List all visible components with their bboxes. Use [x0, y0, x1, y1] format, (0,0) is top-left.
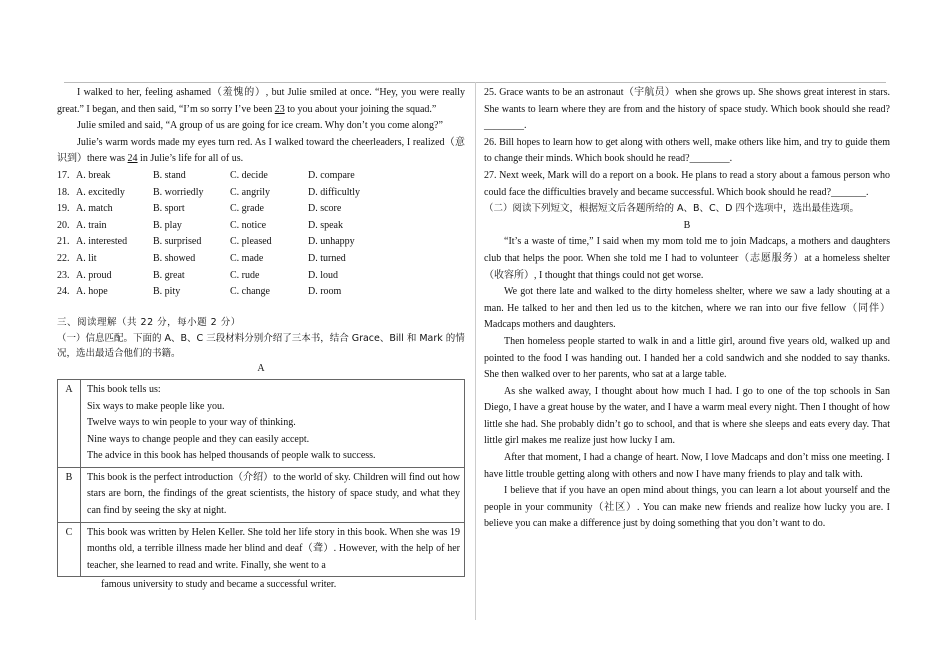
blank-23: 23 — [274, 103, 285, 115]
sub-instruction: （一）信息匹配。下面的 A、B、C 三段材料分别介绍了三本书，结合 Grace、Bill 和 Mark 的情况，选出最适合他们的书籍。 — [57, 333, 465, 360]
column-divider — [475, 82, 476, 620]
answer-blank: _______ — [831, 186, 867, 198]
part-label: B — [683, 219, 691, 231]
options-list — [57, 168, 465, 301]
passage-paragraph: I believe that if you have an open mind about things, you can learn a lot about yourself and the people in your community（社区）. You can make new friends and realize how lucky you are. I believe you can make a difference just by doing something that you don’t want to do. — [484, 485, 890, 530]
book-label: A — [58, 379, 81, 467]
question-26: 26. Bill hopes to learn how to get along with others well, make others like him, and try to guide them to change their minds. Which book should he read?________. — [484, 136, 890, 165]
book-description: This book tells us: Six ways to make people like you. Twelve ways to win people to your way of thinking. Nine ways to change people and they can easily accept. The advice in this book has helped thousands of people walk to success. — [81, 379, 465, 467]
passage-paragraph: Julie smiled and said, “A group of us are going for ice cream. Why don’t you come along?” — [77, 120, 443, 132]
passage-paragraph: “It’s a waste of time,” I said when my mom told me to join Madcaps, a mothers and daughters club that helps the poor. When she told me I had to volunteer（志愿服务）at a homeless shelter（收容所）, I thought that things could not get worse. — [484, 236, 890, 281]
book-description-continued: famous university to study and became a successful writer. — [101, 579, 337, 591]
right-column — [484, 85, 890, 533]
books-table — [57, 379, 465, 578]
option-row: 22. A. lit B. showed C. made D. turned — [57, 252, 346, 264]
passage-paragraph: I walked to her, feeling ashamed（羞愧的）, but Julie smiled at once. “Hey, you were really great.” I began, and then said, “I’m so sorry I’ve been 23 to you about your joining the squad.” — [57, 87, 465, 115]
question-25: 25. Grace wants to be an astronaut（宇航员）when she grows up. She shows great interest in stars. She wants to learn where they are from and the history of space study. Which book should she read?________. — [484, 87, 890, 132]
section-title: 三、阅读理解（共 22 分，每小题 2 分） — [57, 316, 241, 328]
book-description: This book was written by Helen Keller. She told her life story in this book. When she was 19 months old, a terrible illness made her blind and deaf（聋）. However, with the help of her teacher, she learned to read and write. Finally, she went to a — [81, 522, 465, 577]
sub-instruction: （二）阅读下列短文，根据短文后各题所给的 A、B、C、D 四个选项中，选出最佳选项。 — [484, 203, 860, 215]
option-row: 23. A. proud B. great C. rude D. loud — [57, 269, 338, 281]
option-row: 24. A. hope B. pity C. change D. room — [57, 286, 342, 298]
passage-paragraph: Julie’s warm words made my eyes turn red. As I walked toward the cheerleaders, I realized（意识到）there was 24 in Julie’s life for all of us. — [57, 136, 465, 165]
passage-paragraph: We got there late and walked to the dirty homeless shelter, where we saw a lady shouting at a man. He talked to her and then led us to the kitchen, where we ran into our five fellow（同伴）Madcaps mothers and daughters. — [484, 286, 890, 331]
left-column — [57, 85, 465, 594]
passage-paragraph: After that moment, I had a change of heart. Now, I love Madcaps and don’t miss one meeting. I have little trouble getting along with others and now I have many friends to play and talk with. — [484, 452, 890, 480]
book-label: B — [58, 467, 81, 522]
option-row: 20. A. train B. play C. notice D. speak — [57, 219, 343, 231]
blank-24: 24 — [127, 153, 138, 165]
passage-paragraph: Then homeless people started to walk in and a little girl, around five years old, walked up and pointed to the food I was handing out. I handed her a cold sandwich and she nodded to say thanks. She then walked over to her parents, who sat at a large table. — [484, 335, 890, 381]
table-row — [58, 379, 465, 467]
table-row — [58, 522, 465, 577]
option-row: 19. A. match B. sport C. grade D. score — [57, 203, 342, 215]
answer-blank: ________ — [689, 153, 730, 165]
part-label: A — [257, 363, 265, 375]
answer-blank: ________ — [484, 120, 524, 132]
option-row: 18. A. excitedly B. worriedly C. angrily D. difficultly — [57, 186, 361, 198]
question-27: 27. Next week, Mark will do a report on a book. He plans to read a story about a famous person who could face the difficulties bravely and became successful. Which book should he read?_______. — [484, 169, 890, 198]
passage-paragraph: As she walked away, I thought about how much I had. I go to one of the top schools in San Diego, I have a great house by the water, and I have a warm meal every night. Then I thought of how little she had. She probably didn’t go to school, and that is where she sleeps and eats every day. That little girl makes me realize just how lucky I am. — [484, 385, 890, 447]
book-description: This book is the perfect introduction（介绍）to the world of sky. Children will find out how stars are born, the findings of the great scientists, the history of space study, and what they can find by seeing the sky at night. — [81, 467, 465, 522]
book-label: C — [58, 522, 81, 577]
table-row — [58, 467, 465, 522]
option-row: 17. A. break B. stand C. decide D. compare — [57, 169, 355, 181]
option-row: 21. A. interested B. surprised C. pleased D. unhappy — [57, 236, 355, 248]
